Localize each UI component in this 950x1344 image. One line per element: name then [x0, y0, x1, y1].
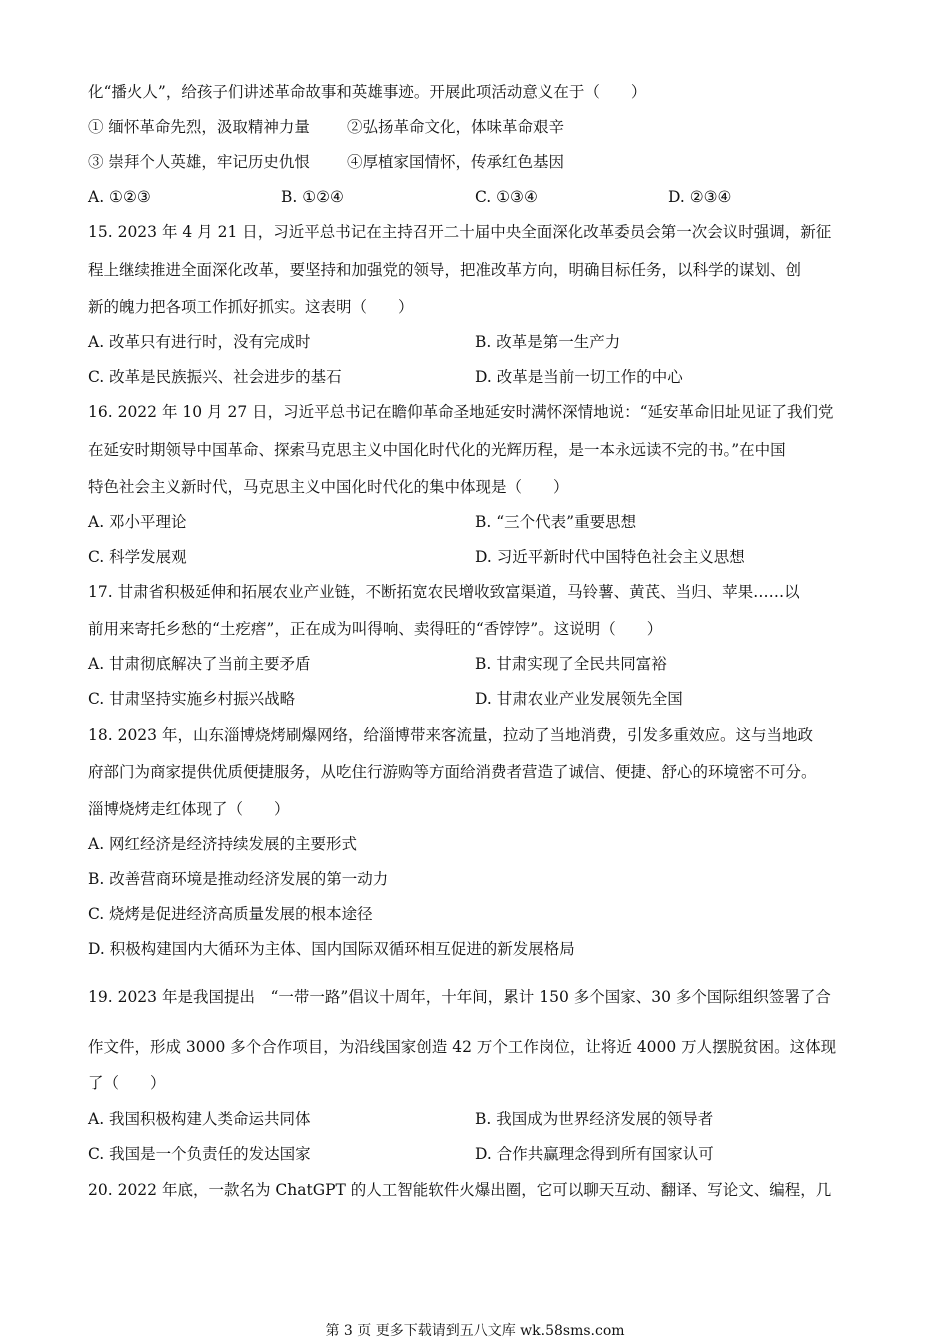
- q18-option-b: B. 改善营商环境是推动经济发展的第一动力: [88, 870, 389, 888]
- q14-statement-1: ① 缅怀革命先烈，汲取精神力量: [88, 118, 310, 136]
- q16-option-d: D. 习近平新时代中国特色社会主义思想: [475, 548, 745, 566]
- q15-option-d: D. 改革是当前一切工作的中心: [475, 368, 683, 386]
- q18-stem-line-2: 府部门为商家提供优质便捷服务，从吃住行游购等方面给消费者营造了诚信、便捷、舒心的环境密不可分。: [88, 763, 817, 781]
- q19-stem-line-1: 19. 2023 年是我国提出 “一带一路”倡议十周年，十年间，累计 150 多个国家、30 多个国际组织签署了合: [88, 988, 831, 1006]
- q16-option-a: A. 邓小平理论: [88, 513, 187, 531]
- q15-stem-line-3: 新的魄力把各项工作抓好抓实。这表明（ ）: [88, 298, 414, 316]
- q20-stem-line-1: 20. 2022 年底，一款名为 ChatGPT 的人工智能软件火爆出圈，它可以聊天互动、翻译、写论文、编程，几: [88, 1181, 832, 1199]
- q18-stem-line-1: 18. 2023 年，山东淄博烧烤刷爆网络，给淄博带来客流量，拉动了当地消费，引发多重效应。这与当地政: [88, 726, 813, 744]
- q14-option-d: D. ②③④: [668, 188, 732, 206]
- q14-option-b: B. ①②④: [281, 188, 344, 206]
- q17-option-b: B. 甘肃实现了全民共同富裕: [475, 655, 667, 673]
- q19-stem-line-2: 作文件，形成 3000 多个合作项目，为沿线国家创造 42 万个工作岗位，让将近 4000 万人摆脱贫困。这体现: [88, 1038, 837, 1056]
- q19-option-c: C. 我国是一个负责任的发达国家: [88, 1145, 311, 1163]
- q17-option-c: C. 甘肃坚持实施乡村振兴战略: [88, 690, 296, 708]
- q16-stem-line-1: 16. 2022 年 10 月 27 日，习近平总书记在瞻仰革命圣地延安时满怀深情地说：“延安革命旧址见证了我们党: [88, 403, 834, 421]
- page-footer: 第 3 页 更多下载请到五八文库 wk.58sms.com: [325, 1323, 625, 1339]
- q18-stem-line-3: 淄博烧烤走红体现了（ ）: [88, 800, 290, 818]
- q19-stem-line-3: 了（ ）: [88, 1074, 166, 1092]
- q19-option-d: D. 合作共赢理念得到所有国家认可: [475, 1145, 714, 1163]
- q19-option-a: A. 我国积极构建人类命运共同体: [88, 1110, 311, 1128]
- q15-option-a: A. 改革只有进行时，没有完成时: [88, 333, 311, 351]
- q16-stem-line-3: 特色社会主义新时代，马克思主义中国化时代化的集中体现是（ ）: [88, 478, 569, 496]
- q15-stem-line-1: 15. 2023 年 4 月 21 日，习近平总书记在主持召开二十届中央全面深化改革委员会第一次会议时强调，新征: [88, 223, 832, 241]
- q17-stem-line-1: 17. 甘肃省积极延伸和拓展农业产业链，不断拓宽农民增收致富渠道，马铃薯、黄芪、当归、苹果……以: [88, 583, 800, 601]
- q18-option-a: A. 网红经济是经济持续发展的主要形式: [88, 835, 358, 853]
- q14-statement-2: ②弘扬革命文化，体味革命艰辛: [347, 118, 565, 136]
- q14-option-c: C. ①③④: [475, 188, 538, 206]
- q14-statement-4: ④厚植家国情怀，传承红色基因: [347, 153, 565, 171]
- q14-option-a: A. ①②③: [88, 188, 151, 206]
- q15-option-c: C. 改革是民族振兴、社会进步的基石: [88, 368, 342, 386]
- q15-option-b: B. 改革是第一生产力: [475, 333, 621, 351]
- q18-option-d: D. 积极构建国内大循环为主体、国内国际双循环相互促进的新发展格局: [88, 940, 575, 958]
- q18-option-c: C. 烧烤是促进经济高质量发展的根本途径: [88, 905, 373, 923]
- q16-stem-line-2: 在延安时期领导中国革命、探索马克思主义中国化时代化的光辉历程，是一本永远读不完的书。”在中国: [88, 441, 786, 459]
- q17-stem-line-2: 前用来寄托乡愁的“土疙瘩”，正在成为叫得响、卖得旺的“香饽饽”。这说明（ ）: [88, 620, 663, 638]
- q17-option-a: A. 甘肃彻底解决了当前主要矛盾: [88, 655, 311, 673]
- q17-option-d: D. 甘肃农业产业发展领先全国: [475, 690, 683, 708]
- q19-option-b: B. 我国成为世界经济发展的领导者: [475, 1110, 714, 1128]
- q16-option-b: B. “三个代表”重要思想: [475, 513, 637, 531]
- q15-stem-line-2: 程上继续推进全面深化改革，要坚持和加强党的领导，把准改革方向，明确目标任务，以科学的谋划、创: [88, 261, 802, 279]
- q14-statement-3: ③ 崇拜个人英雄，牢记历史仇恨: [88, 153, 310, 171]
- q16-option-c: C. 科学发展观: [88, 548, 187, 566]
- q14-stem-continuation: 化“播火人”，给孩子们讲述革命故事和英雄事迹。开展此项活动意义在于（ ）: [88, 83, 647, 101]
